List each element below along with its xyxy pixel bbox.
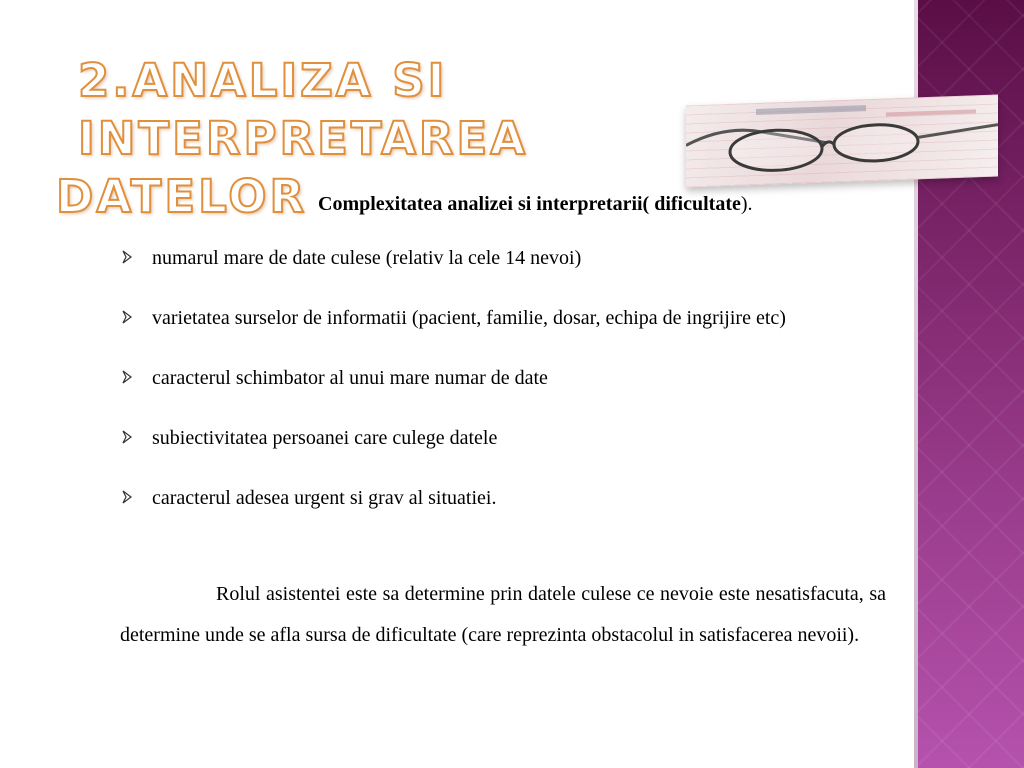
arrow-bullet-icon [120,490,134,504]
glasses-on-documents-photo [686,95,998,188]
section-heading-bold: Complexitatea analizei si interpretarii( dificultate [318,193,741,215]
arrow-bullet-icon [120,250,134,264]
slide-title-line-1: 2.ANALIZA SI INTERPRETAREA [78,54,529,165]
list-item [120,236,886,280]
list-item-text: caracterul schimbator al unui mare numar de date [152,367,548,389]
section-heading [318,193,753,216]
difficulty-list [120,236,886,536]
list-item-text: numarul mare de date culese (relativ la cele 14 nevoi) [152,247,582,269]
list-item-text: subiectivitatea persoanei care culege datele [152,427,498,449]
arrow-bullet-icon [120,370,134,384]
list-item-text: caracterul adesea urgent si grav al situatiei. [152,487,497,509]
list-item [120,356,886,400]
section-heading-tail: ). [740,193,753,215]
list-item [120,416,886,460]
arrow-bullet-icon [120,430,134,444]
slide-title-line-2: DATELOR [56,170,308,223]
role-paragraph: Rolul asistentei este sa determine prin datele culese ce nevoie este nesatisfacuta, sa determine unde se afla sursa de dificultate (care reprezinta obstacolul in satisfacerea nevoii). [120,583,886,646]
arrow-bullet-icon [120,310,134,324]
list-item-text: varietatea surselor de informatii (pacient, familie, dosar, echipa de ingrijire etc) [152,307,786,329]
list-item [120,476,886,520]
list-item [120,296,886,340]
